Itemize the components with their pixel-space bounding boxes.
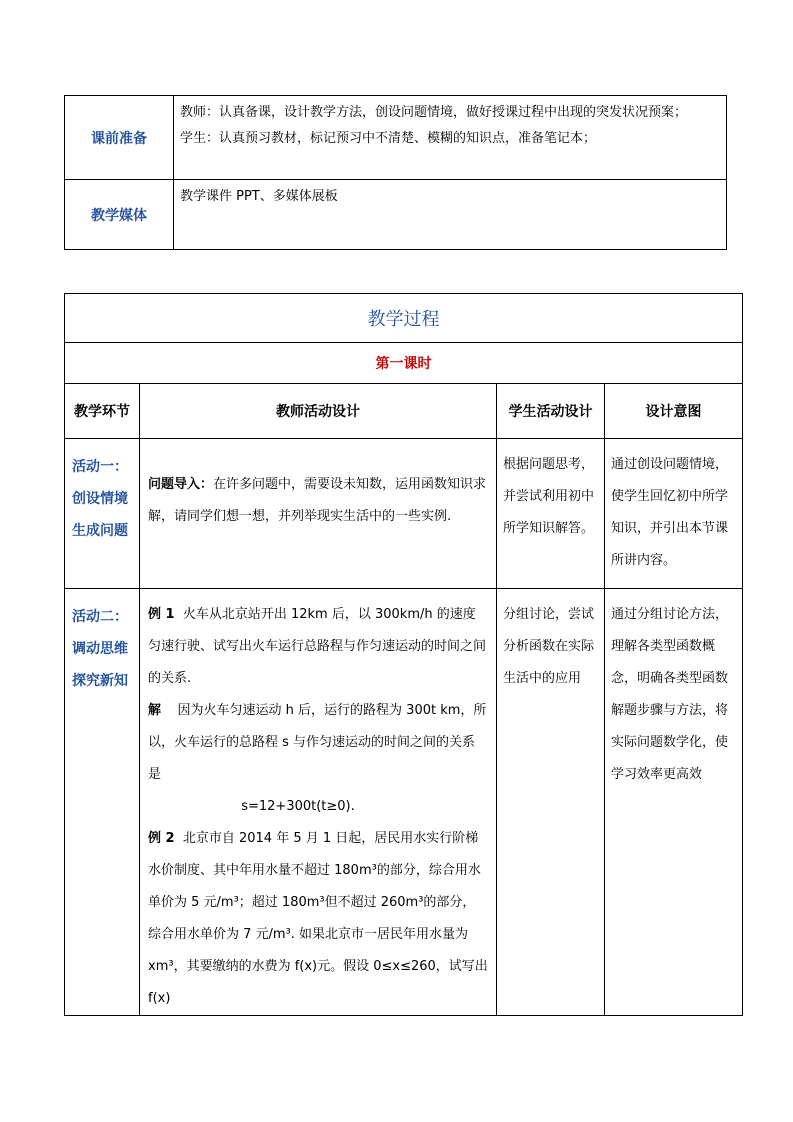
activity2-teacher: [140, 589, 497, 1016]
prep-student-text: 学生：认真预习教材，标记预习中不清楚、模糊的知识点，准备笔记本；: [180, 131, 597, 146]
activity1-teacher-text: 在许多问题中，需要设未知数，运用函数知识求解，请同学们想一想，并列举现实生活中的一些实例.: [148, 477, 487, 524]
solution-lead: 解: [148, 703, 162, 718]
header-row: [65, 384, 743, 439]
lesson-row: [65, 343, 743, 384]
activity1-student: 根据问题思考，并尝试利用初中所学知识解答。: [497, 439, 605, 589]
header-teacher: 教师活动设计: [140, 384, 497, 439]
activity1-label: [65, 439, 140, 589]
activity2-label-line3: 探究新知: [72, 673, 128, 689]
activity2-label-line1: 活动二：: [72, 609, 128, 625]
activity2-label-line2: 调动思维: [72, 641, 128, 657]
example2-lead: 例 2: [148, 831, 175, 846]
activity1-teacher-lead: 问题导入：: [148, 477, 214, 492]
prep-content: [174, 96, 727, 180]
prep-row: [65, 96, 727, 180]
activity1-label-line1: 活动一：: [72, 459, 128, 475]
activity1-row: [65, 439, 743, 589]
activity1-label-line2: 创设情境: [72, 491, 128, 507]
solution-text: 因为火车匀速运动 h 后，运行的路程为 300t km，所以，火车运行的总路程 s 与作匀速运动的时间之间的关系是: [148, 703, 487, 782]
header-intent: 设计意图: [605, 384, 743, 439]
prep-table: [64, 95, 727, 250]
example1-lead: 例 1: [148, 607, 175, 622]
activity2-student: 分组讨论，尝试分析函数在实际生活中的应用: [497, 589, 605, 1016]
activity1-label-line3: 生成问题: [72, 523, 128, 539]
formula: s=12+300t(t≥0).: [241, 799, 355, 814]
example1: [148, 599, 488, 695]
media-row: [65, 180, 727, 250]
process-table: [64, 293, 743, 1016]
media-label: 教学媒体: [65, 180, 174, 250]
example2: [148, 823, 488, 1015]
example2-text: 北京市自 2014 年 5 月 1 日起，居民用水实行阶梯水价制度、其中年用水量不超过 180m³的部分，综合用水单价为 5 元/m³；超过 180m³但不超过 260m³的部分，综合用水单价为 7 元/m³. 如果北京市一居民年用水量为 xm³，其要缴纳的水费为 f(x)元。假设 0≤x≤260，试写出 f(x): [148, 831, 488, 1006]
process-title: 教学过程: [65, 294, 743, 343]
media-content: 教学课件 PPT、多媒体展板: [174, 180, 727, 250]
header-stage: 教学环节: [65, 384, 140, 439]
activity1-intent: 通过创设问题情境，使学生回忆初中所学知识，并引出本节课所讲内容。: [605, 439, 743, 589]
process-title-row: [65, 294, 743, 343]
prep-label: 课前准备: [65, 96, 174, 180]
activity1-teacher: [140, 439, 497, 589]
activity2-label: [65, 589, 140, 1016]
example1-text: 火车从北京站开出 12km 后，以 300km/h 的速度匀速行驶、试写出火车运行总路程与作匀速运动的时间之间的关系.: [148, 607, 487, 686]
lesson-title: 第一课时: [65, 343, 743, 384]
prep-teacher-text: 教师：认真备课，设计教学方法，创设问题情境，做好授课过程中出现的突发状况预案；: [180, 105, 688, 120]
activity2-intent: 通过分组讨论方法，理解各类型函数概念，明确各类型函数解题步骤与方法，将实际问题数学化，使学习效率更高效: [605, 589, 743, 1016]
header-student: 学生活动设计: [497, 384, 605, 439]
activity2-row: [65, 589, 743, 1016]
solution: [148, 695, 488, 791]
